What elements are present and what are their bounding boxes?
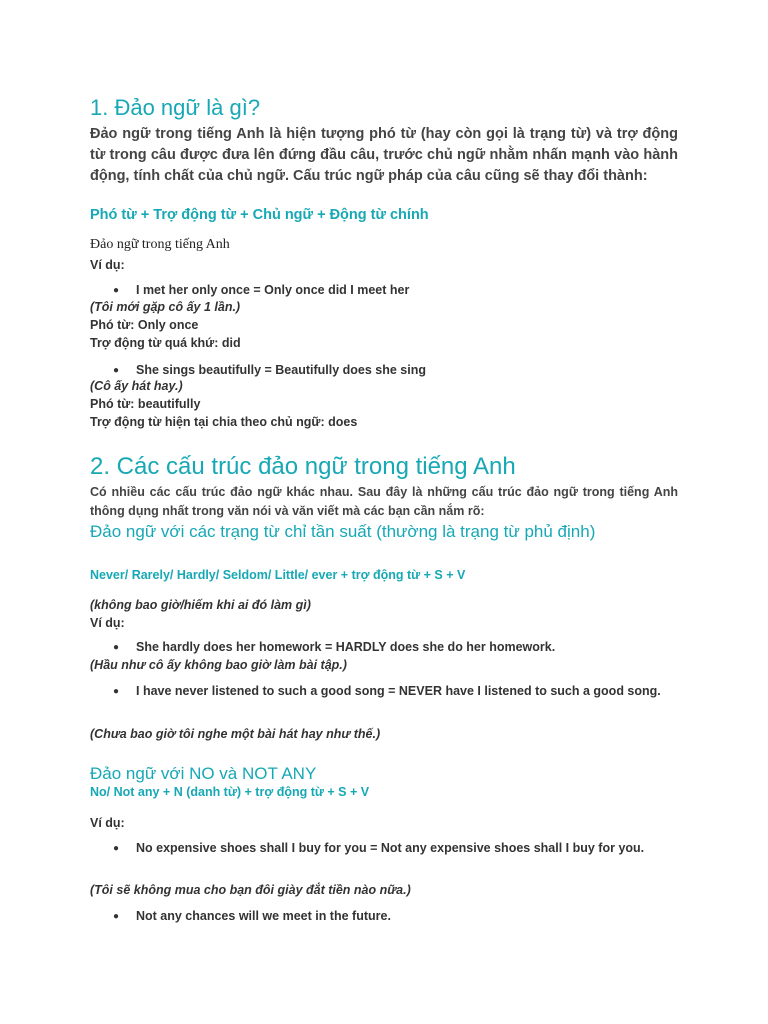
bullet-dot-icon: ● <box>113 686 120 697</box>
section-1-heading: 1. Đảo ngữ là gì? <box>90 95 261 120</box>
bullet-dot-icon: ● <box>113 285 120 296</box>
list-item: ● Not any chances will we meet in the future. <box>113 904 679 929</box>
aux-note: Trợ động từ quá khứ: did <box>90 336 241 350</box>
subsection-1-heading: Đảo ngữ với các trạng từ chỉ tần suất (thường là trạng từ phủ định) <box>90 522 596 541</box>
example-label: Ví dụ: <box>90 816 125 830</box>
translation: (Cô ấy hát hay.) <box>90 379 183 393</box>
list-item: ● No expensive shoes shall I buy for you = Not any expensive shoes shall I buy for you. <box>113 836 679 861</box>
subsection-1-formula: Never/ Rarely/ Hardly/ Seldom/ Little/ ever + trợ động từ + S + V <box>90 568 466 582</box>
list-item: ● She hardly does her homework = HARDLY does she do her homework. <box>113 635 679 660</box>
meaning-note: (không bao giờ/hiếm khi ai đó làm gì) <box>90 598 311 612</box>
bullet-dot-icon: ● <box>113 365 120 376</box>
translation: (Tôi mới gặp cô ấy 1 lần.) <box>90 300 241 314</box>
list-item: ● She sings beautifully = Beautifully does she sing <box>113 358 679 383</box>
translation: (Chưa bao giờ tôi nghe một bài hát hay như thế.) <box>90 727 381 741</box>
adverb-note: Phó từ: Only once <box>90 318 199 332</box>
subsection-2-heading: Đảo ngữ với NO và NOT ANY <box>90 764 317 783</box>
section-1-intro: Đảo ngữ trong tiếng Anh là hiện tượng phó từ (hay còn gọi là trạng từ) và trợ động từ trong câu được đưa lên đứng đầu câu, trước chủ ngữ nhằm nhấn mạnh vào hành động, tính chất của chủ ngữ. Cấu trúc ngữ pháp của câu cũng sẽ thay đổi thành: <box>90 126 678 184</box>
section-2-heading: 2. Các cấu trúc đảo ngữ trong tiếng Anh <box>90 453 516 480</box>
example-label: Ví dụ: <box>90 258 125 272</box>
bullet-dot-icon: ● <box>113 843 120 854</box>
section-1-formula: Phó từ + Trợ động từ + Chủ ngữ + Động từ chính <box>90 207 429 223</box>
list-item: ● I met her only once = Only once did I meet her <box>113 278 679 303</box>
image-caption: Đảo ngữ trong tiếng Anh <box>90 237 230 252</box>
example-label: Ví dụ: <box>90 616 125 630</box>
section-2-intro: Có nhiều các cấu trúc đảo ngữ khác nhau. Sau đây là những cấu trúc đảo ngữ trong tiếng Anh thông dụng nhất trong văn nói và văn viết mà các bạn cần nắm rõ: <box>90 485 678 518</box>
bullet-dot-icon: ● <box>113 642 120 653</box>
adverb-note: Phó từ: beautifully <box>90 397 201 411</box>
subsection-2-formula: No/ Not any + N (danh từ) + trợ động từ + S + V <box>90 785 370 799</box>
aux-note: Trợ động từ hiện tại chia theo chủ ngữ: does <box>90 415 358 429</box>
bullet-dot-icon: ● <box>113 911 120 922</box>
translation: (Tôi sẽ không mua cho bạn đôi giày đắt tiền nào nữa.) <box>90 883 411 897</box>
translation: (Hầu như cô ấy không bao giờ làm bài tập.) <box>90 658 347 672</box>
list-item: ● I have never listened to such a good song = NEVER have I listened to such a good song. <box>113 679 679 704</box>
